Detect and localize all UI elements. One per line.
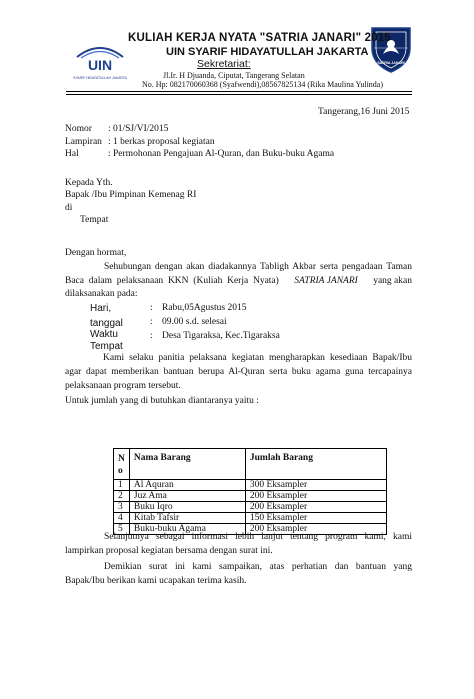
table-cell: 1 [114, 480, 130, 491]
header-secretariat: Sekretariat: [197, 58, 251, 70]
table-header-no: N o [114, 449, 130, 480]
table-cell: 4 [114, 513, 130, 524]
table-cell: 150 Eksampler [245, 513, 386, 524]
paragraph-line [65, 276, 412, 286]
table-row [114, 480, 387, 491]
letter-date: Tangerang,16 Juni 2015 [318, 107, 410, 117]
recipient-line: di [65, 203, 73, 213]
event-label: Tempat [90, 341, 123, 352]
header-phone: No. Hp: 082170060368 (Syafwendi),08567825134 (Rika Maulina Yulinda) [142, 80, 384, 89]
paragraph-line: Demikian surat ini kami sampaikan, atas perhatian dan bantuan yang [104, 562, 412, 572]
event-label: tanggal [90, 318, 123, 329]
satria-janari-logo-text: SATRIA JANARI [377, 61, 405, 65]
event-value: Rabu,05Agustus 2015 [162, 303, 247, 313]
paragraph-line: lampirkan proposal kegiatan bersama dengan surat ini. [65, 546, 273, 556]
meta-label-hal: Hal [65, 149, 79, 159]
table-row [114, 513, 387, 524]
header-address: Jl.Ir. H Djuanda, Ciputat, Tangerang Selatan [163, 71, 305, 80]
table-cell: 2 [114, 491, 130, 502]
table-cell: Al Aquran [129, 480, 245, 491]
paragraph-line: Sehubungan dengan akan diadakannya Tabligh Akbar serta pengadaan Taman [104, 262, 412, 272]
table-cell: 200 Eksampler [245, 491, 386, 502]
greeting: Dengan hormat, [65, 248, 127, 258]
table-cell: Buku Iqro [129, 502, 245, 513]
paragraph-line: Selanjutnya sebagai informasi lebih lanjut tentang program kami, kami [104, 532, 412, 542]
event-label: Hari, [90, 303, 112, 314]
meta-value-hal: : Permohonan Pengajuan Al-Quran, dan Buku-buku Agama [108, 149, 335, 159]
table-row [114, 491, 387, 502]
program-name: SATRIA JANARI [294, 276, 358, 286]
table-cell: Juz Ama [129, 491, 245, 502]
items-table [113, 448, 387, 535]
paragraph-line: Bapak/Ibu berikan kami ucapakan terima kasih. [65, 576, 247, 586]
table-cell: 200 Eksampler [245, 524, 386, 535]
event-colon: : [150, 317, 153, 327]
table-header-row [114, 449, 387, 480]
recipient-line: Tempat [80, 215, 109, 225]
meta-value-nomor: : 01/SJ/VI/2015 [108, 124, 169, 134]
meta-value-lampiran: : 1 berkas proposal kegiatan [108, 137, 215, 147]
recipient-line: Bapak /Ibu Pimpinan Kemenag RI [65, 190, 197, 200]
meta-label-lampiran: Lampiran [65, 137, 102, 147]
recipient-line: Kepada Yth. [65, 178, 113, 188]
paragraph-line: Kami selaku panitia pelaksana kegiatan mengharapkan kesediaan Bapak/Ibu [103, 353, 412, 363]
event-colon: : [150, 303, 153, 313]
header-divider-thin [66, 94, 412, 95]
uin-logo-subtext: SYARIF HIDAYATULLAH JAKARTA [73, 76, 127, 80]
event-colon: : [150, 331, 153, 341]
table-cell: 200 Eksampler [245, 502, 386, 513]
paragraph-text: Baca dalam pelaksanaan KKN (Kuliah Kerja Nyata) [65, 276, 279, 286]
header-title: KULIAH KERJA NYATA "SATRIA JANARI" 2015 [128, 32, 392, 44]
table-cell: 5 [114, 524, 130, 535]
table-cell: Kitab Tafsir [129, 513, 245, 524]
event-value: 09.00 s.d. selesai [162, 317, 227, 327]
table-header-qty: Jumlah Barang [245, 449, 386, 480]
paragraph-line: agar dapat memberikan bantuan berupa Al-Quran serta buku agama guna tercapainya [65, 367, 412, 377]
paragraph-line: dilaksanakan pada: [65, 289, 138, 299]
table-row [114, 502, 387, 513]
table-header-name: Nama Barang [129, 449, 245, 480]
uin-logo [69, 37, 131, 83]
header-subtitle: UIN SYARIF HIDAYATULLAH JAKARTA [166, 46, 369, 58]
meta-label-nomor: Nomor [65, 124, 92, 134]
paragraph-text: yang akan [373, 276, 412, 286]
event-label: Waktu [90, 329, 118, 340]
table-cell: Buku-buku Agama [129, 524, 245, 535]
event-value: Desa Tigaraksa, Kec.Tigaraksa [162, 331, 280, 341]
table-cell: 3 [114, 502, 130, 513]
header-divider-thick [66, 91, 412, 92]
list-intro: Untuk jumlah yang di butuhkan diantaranya yaitu : [65, 396, 259, 406]
uin-logo-text: UIN [87, 57, 113, 73]
paragraph-line: pelaksanaan program tersebut. [65, 381, 181, 391]
table-cell: 300 Eksampler [245, 480, 386, 491]
